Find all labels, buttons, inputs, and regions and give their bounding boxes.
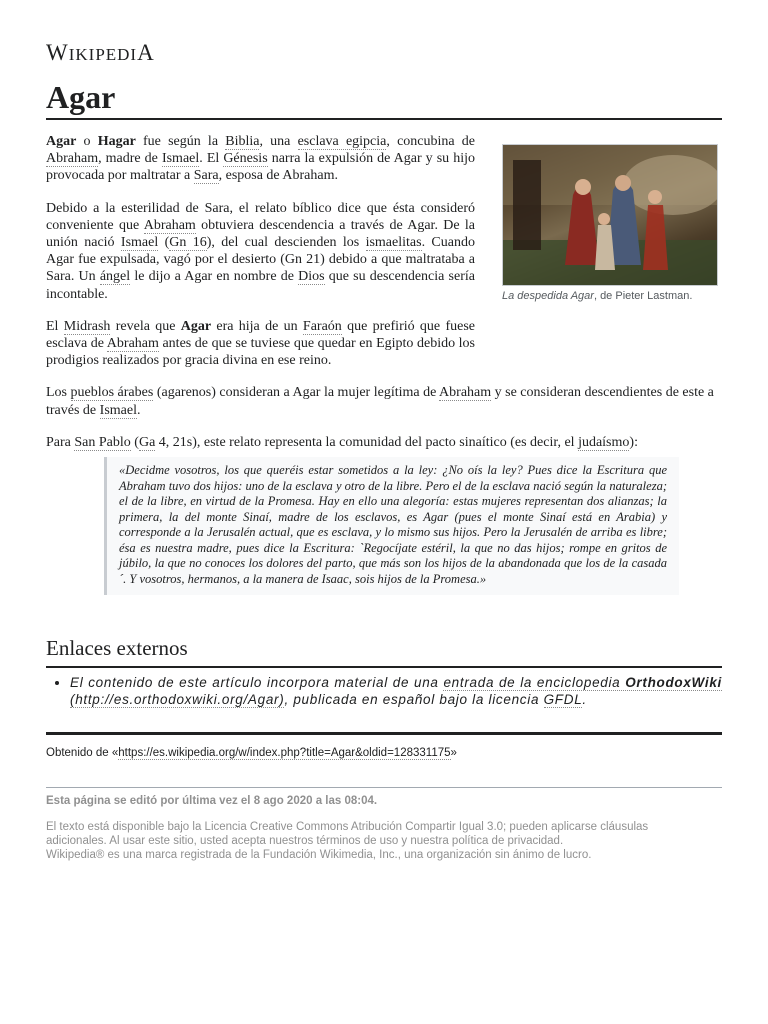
text: Para: [46, 434, 75, 450]
text: era hija de un: [211, 318, 303, 334]
link-text: entrada de la enciclopedia: [443, 675, 626, 690]
text: , concubina de: [386, 134, 475, 149]
text: que su descendencia sería incontable.: [46, 269, 475, 302]
text: ), del cual descienden los: [206, 235, 366, 251]
link-san-pablo[interactable]: San Pablo: [74, 434, 131, 450]
section-heading-enlaces-externos: Enlaces externos: [46, 634, 722, 668]
page-title: Agar: [46, 78, 722, 120]
link-genesis[interactable]: Génesis: [223, 151, 268, 167]
text: El contenido de este artículo incorpora material de una: [70, 675, 444, 690]
text: (: [158, 235, 170, 251]
list-item: [70, 674, 722, 708]
link-ismael[interactable]: Ismael: [120, 235, 159, 251]
text: narra la expulsión de Agar y su hijo provocada por maltratar a: [46, 151, 475, 184]
text: .: [136, 402, 141, 418]
wordmark-middle: IKIPEDI: [68, 45, 138, 64]
text: que prefirió que fuese esclava de: [46, 318, 475, 352]
license-line: Wikipedia® es una marca registrada de la Fundación Wikimedia, Inc., una organización sin ánimo de lucro.: [46, 849, 592, 861]
text: El: [46, 318, 64, 334]
link-orthodoxwiki-entry[interactable]: [443, 675, 722, 691]
paragraph-4: [46, 384, 722, 418]
text: »: [450, 747, 457, 759]
painting-illustration: [503, 145, 717, 285]
text: Debido a la esterilidad de Sara, el relato bíblico dice que ésta consideró conveniente que: [46, 200, 475, 233]
license-line: El texto está disponible bajo la Licencia Creative Commons Atribución Compartir Igual 3.0; pueden aplicarse cláusulas: [46, 821, 649, 833]
link-biblia[interactable]: Biblia: [225, 134, 260, 149]
license-line: adicionales. Al usar este sitio, usted acepta nuestros términos de uso y nuestra política de privacidad.: [46, 835, 564, 847]
article-figure: [502, 144, 718, 304]
link-ga[interactable]: Ga: [138, 434, 156, 450]
link-abraham[interactable]: Abraham: [106, 336, 159, 352]
link-pueblos-arabes[interactable]: pueblos árabes: [70, 385, 154, 401]
figure-caption: [502, 289, 718, 304]
link-faraon[interactable]: Faraón: [302, 318, 342, 334]
paragraph-3: [46, 318, 475, 370]
paragraph-5: [46, 434, 722, 451]
text: Los: [46, 385, 71, 401]
text: ):: [629, 434, 638, 450]
painting-image[interactable]: [502, 144, 718, 286]
footer-divider: [46, 732, 722, 735]
link-orthodoxwiki-url[interactable]: (http://es.orthodoxwiki.org/Agar): [70, 692, 285, 707]
text: . El: [199, 151, 224, 167]
last-edit-notice: Esta página se editó por última vez el 8 ago 2020 a las 08:04.: [46, 795, 378, 807]
permanent-link[interactable]: https://es.wikipedia.org/w/index.php?title=Agar&oldid=128331175: [118, 747, 451, 759]
footer-rule: [46, 787, 722, 788]
link-gfdl[interactable]: GFDL: [543, 692, 583, 707]
link-abraham[interactable]: Abraham: [46, 151, 99, 167]
text: (agarenos) consideran a Agar la mujer legítima de: [153, 385, 440, 401]
link-orthodoxwiki: OrthodoxWiki: [625, 675, 722, 690]
text: , publicada en español bajo la licencia: [284, 692, 544, 707]
text: , madre de: [98, 151, 162, 167]
text: y se consideran descendientes de este a través de: [46, 385, 714, 418]
text: , esposa de Abraham.: [218, 168, 338, 184]
text: fue según la: [135, 134, 226, 149]
blockquote: [104, 457, 679, 595]
bold-agar: Agar: [46, 134, 77, 149]
paragraph-2: [46, 200, 475, 303]
wordmark-a: A: [137, 40, 155, 65]
caption-rest: , de Pieter Lastman.: [593, 290, 693, 302]
link-abraham[interactable]: Abraham: [439, 385, 492, 401]
text: (: [130, 434, 139, 450]
text: 4, 21s), este relato representa la comunidad del pacto sinaítico (es decir, el: [155, 434, 579, 450]
link-dios[interactable]: Dios: [298, 269, 325, 285]
wikipedia-wordmark[interactable]: [46, 40, 155, 66]
text: le dijo a Agar en nombre de: [130, 269, 299, 285]
caption-title[interactable]: La despedida Agar: [502, 290, 594, 302]
wordmark-w: W: [46, 40, 69, 65]
text: revela que: [110, 318, 181, 334]
link-midrash[interactable]: Midrash: [63, 318, 111, 334]
text: o: [76, 134, 98, 149]
bold-agar: Agar: [180, 318, 212, 334]
text: antes de que se tuviese que quedar en Egipto debido los prodigios realizados por gracia divina en ese reino.: [46, 336, 475, 369]
license-notice: [46, 820, 722, 862]
link-abraham[interactable]: Abraham: [143, 217, 196, 233]
text: . Cuando Agar fue expulsada, vagó por el desierto (Gn 21) debido a que maltrataba a Sara. Un: [46, 235, 475, 285]
link-ismael[interactable]: Ismael: [99, 402, 137, 418]
link-angel[interactable]: ángel: [99, 269, 131, 285]
link-ismael[interactable]: Ismael: [161, 151, 200, 167]
article-body: [46, 133, 722, 595]
text: obtuviera descendencia a través de Agar. De la unión nació: [46, 217, 475, 251]
paragraph-1: [46, 133, 475, 185]
external-links-section: [46, 674, 722, 708]
text: .: [582, 692, 587, 707]
retrieved-from: [46, 747, 457, 759]
text: Obtenido de «: [46, 747, 119, 759]
link-esclava-egipcia[interactable]: esclava egipcia: [297, 134, 387, 149]
link-judaismo[interactable]: judaísmo: [578, 434, 630, 450]
link-ismaelitas[interactable]: ismaelitas: [365, 235, 422, 251]
text: , una: [259, 134, 298, 149]
quote-text: «Decidme vosotros, los que queréis estar sometidos a la ley: ¿No oís la ley? Pues dice la Escritura que Abraham tuvo dos hijos: uno de la esclava y otro de la libre. Pero el de la esclava nació según la naturaleza; el de la libre, en virtud de la Promesa. Hay en ello una alegoría: estas mujeres representan dos alianzas; la primera, la del monte Sinaí, madre de los esclavos, es Agar (pues el monte Sinaí está en Arabia) y corresponde a la Jerusalén actual, que es esclava, y lo mismo sus hijos. Pero la Jerusalén de arriba es libre; ésa es nuestra madre, pues dice la Escritura: `Regocíjate estéril, la que no das hijos; rompe en gritos de júbilo, la que no conoces los dolores del parto, que más son los hijos de la abandonada que los de la casada´. Y vosotros, hermanos, a la manera de Isaac, sois hijos de la Promesa.»: [119, 463, 667, 586]
external-links-list: [46, 674, 722, 708]
bold-hagar: Hagar: [97, 134, 136, 149]
link-sara[interactable]: Sara: [193, 168, 219, 184]
link-gn-16[interactable]: Gn 16: [169, 235, 207, 251]
